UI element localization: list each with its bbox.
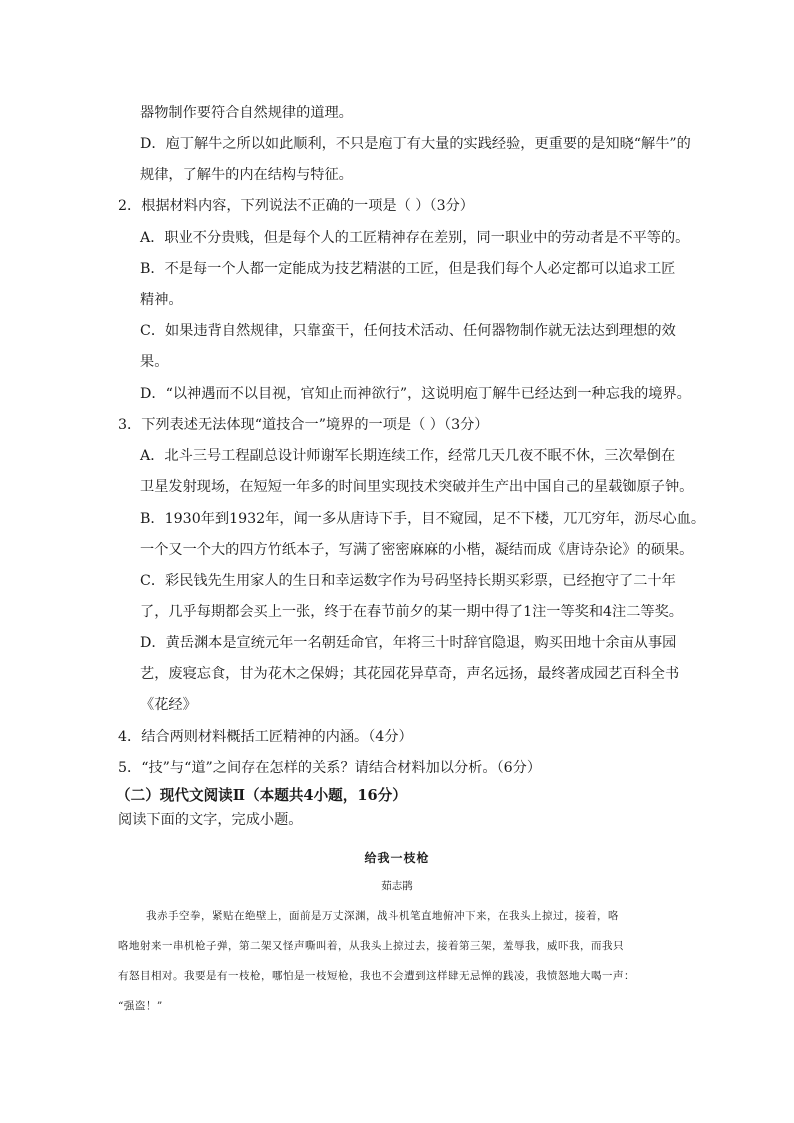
text-line: 卫星发射现场，在短短一年多的时间里实现技术突破并生产出中国自己的星载铷原子钟。	[140, 479, 694, 495]
text-line: 《花经》	[140, 697, 197, 713]
story-line: 我赤手空拳，紧贴在绝壁上，面前是万丈深渊，战斗机笔直地俯冲下来，在我头上掠过，接着，咯	[146, 910, 619, 922]
option-d-line: D．黄岳渊本是宣统元年一名朝廷命官，年将三十时辞官隐退，购买田地十余亩从事园	[140, 635, 677, 651]
question-5: 5．“技”与“道”之间存在怎样的关系？请结合材料加以分析。（6分）	[118, 760, 542, 776]
text-line: 艺，废寝忘食，甘为花木之保姆；其花园花异草奇，声名远扬，最终著成园艺百科全书	[140, 666, 680, 682]
option-d-line: D．庖丁解牛之所以如此顺利，不只是庖丁有大量的实践经验，更重要的是知晓“解牛”的	[140, 136, 691, 152]
option-d-line: D．“以神遇而不以目视，官知止而神欲行”，这说明庖丁解牛已经达到一种忘我的境界。	[140, 386, 691, 402]
story-line: “强盗！”	[118, 1000, 163, 1012]
section-heading: （二）现代文阅读Ⅱ（本题共4小题，16分）	[116, 787, 407, 804]
text-line: 一个又一个大的四方竹纸本子，写满了密密麻麻的小楷，凝结而成《唐诗杂论》的硕果。	[140, 542, 694, 558]
story-title: 给我一枝枪	[364, 851, 430, 865]
option-b-line: B．不是每一个人都一定能成为技艺精湛的工匠，但是我们每个人必定都可以追求工匠	[140, 261, 676, 277]
question-2: 2．根据材料内容，下列说法不正确的一项是（ ）（3分）	[118, 198, 474, 214]
story-line: 有怒目相对。我要是有一枝枪，哪怕是一枝短枪，我也不会遭到这样肆无忌惮的践凌，我愤怒地大喝一声：	[118, 970, 635, 982]
text-line: 了，几乎每期都会买上一张，终于在春节前夕的某一期中得了1注一等奖和4注二等奖。	[140, 604, 683, 620]
text-line: 精神。	[140, 292, 183, 308]
option-c-line: C．如果违背自然规律，只靠蛮干，任何技术活动、任何器物制作就无法达到理想的效	[140, 323, 676, 339]
question-3: 3．下列表述无法体现“道技合一”境界的一项是（ ）（3分）	[118, 417, 489, 433]
text-line: 果。	[140, 354, 169, 370]
option-a-line: A．职业不分贵贱，但是每个人的工匠精神存在差别，同一职业中的劳动者是不平等的。	[140, 230, 690, 246]
question-4: 4．结合两则材料概括工匠精神的内涵。（4分）	[118, 729, 413, 745]
option-c-line: C．彩民钱先生用家人的生日和幸运数字作为号码坚持长期买彩票，已经抱守了二十年	[140, 573, 676, 589]
text-line: 规律，了解牛的内在结构与特征。	[140, 167, 353, 183]
option-b-line: B．1930年到1932年，闻一多从唐诗下手，目不窥园，足不下楼，兀兀穷年，沥尽心血。	[140, 511, 706, 527]
text-line: 器物制作要符合自然规律的道理。	[140, 105, 353, 121]
option-a-line: A．北斗三号工程副总设计师谢军长期连续工作，经常几天几夜不眠不休，三次晕倒在	[140, 448, 676, 464]
section-instruction: 阅读下面的文字，完成小题。	[118, 812, 303, 828]
story-author: 茹志鹃	[381, 880, 413, 892]
story-line: 咯地射来一串机枪子弹，第二架又怪声嘶叫着，从我头上掠过去，接着第三架，羞辱我，威吓我，而我只	[118, 940, 624, 952]
